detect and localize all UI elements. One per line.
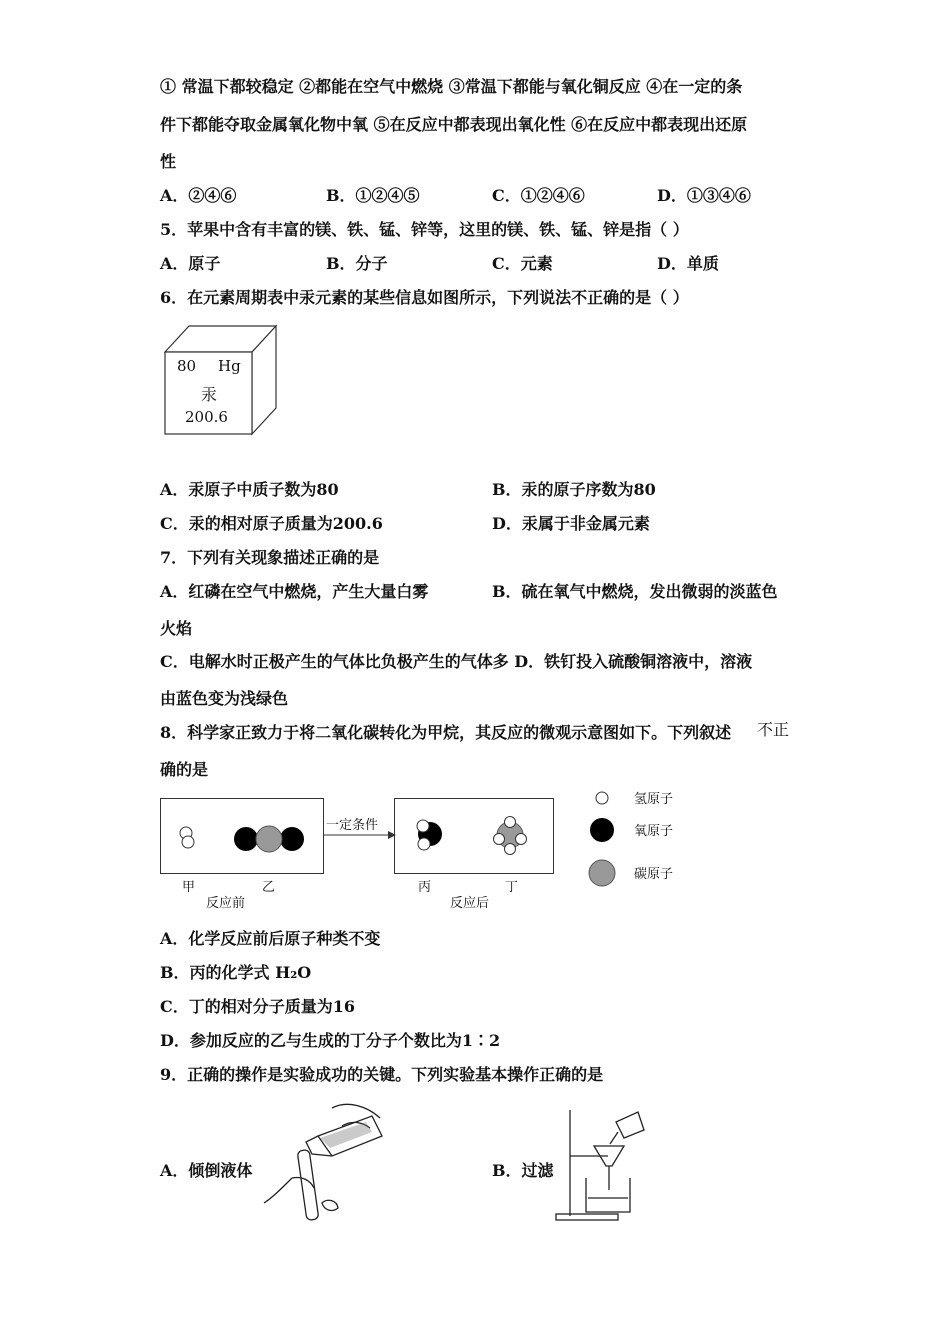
q9-option-b: B．过滤 (492, 1161, 554, 1180)
q7-option-b-cont: 火焰 (160, 619, 193, 638)
label-yi: 乙 (262, 880, 276, 895)
q7-option-d-cont: 由蓝色变为浅绿色 (160, 689, 289, 708)
carbon-atom (256, 826, 282, 852)
atomic-mass: 200.6 (185, 408, 228, 426)
q7-option-b: B．硫在氧气中燃烧，发出微弱的淡蓝色 (492, 582, 778, 601)
element-symbol: Hg (218, 357, 241, 375)
q6-option-b: B．汞的原子序数为80 (492, 480, 656, 499)
q9-option-a: A．倾倒液体 (160, 1161, 253, 1180)
label-bing: 丙 (418, 880, 432, 895)
filtration-illustration (556, 1108, 646, 1223)
q8-stem-tail: 不正 (757, 720, 790, 739)
periodic-table-cell-hg (163, 324, 281, 438)
hydrogen-atom (182, 836, 194, 848)
beaker (586, 1178, 630, 1212)
q4-statements-line2: 件下都能夺取金属氧化物中氧 ⑤在反应中都表现出氧化性 ⑥在反应中都表现出还原 (160, 115, 748, 134)
label-jia: 甲 (182, 880, 196, 895)
legend-oxygen-icon (590, 818, 614, 842)
q6-option-a: A．汞原子中质子数为80 (160, 480, 339, 499)
oxygen-atom (280, 827, 304, 851)
q5-option-b: B．分子 (326, 254, 388, 273)
q8-option-a: A．化学反应前后原子种类不变 (160, 929, 381, 948)
q4-option-d: D．①③④⑥ (657, 186, 751, 205)
q8-option-b: B．丙的化学式 H₂O (160, 963, 312, 982)
q5-option-a: A．原子 (160, 254, 221, 273)
label-before: 反应前 (206, 896, 246, 911)
q4-option-b: B．①②④⑤ (326, 186, 420, 205)
label-after: 反应后 (450, 896, 490, 911)
q8-stem: 8．科学家正致力于将二氧化碳转化为甲烷，其反应的微观示意图如下。下列叙述 (160, 723, 732, 742)
pouring-liquid-illustration (262, 1098, 392, 1223)
q4-option-a: A．②④⑥ (160, 186, 237, 205)
legend-hydrogen-icon (596, 792, 608, 804)
q9-stem: 9．正确的操作是实验成功的关键。下列实验基本操作正确的是 (160, 1065, 604, 1084)
q5-option-d: D．单质 (657, 254, 719, 273)
q6-stem: 6．在元素周期表中汞元素的某些信息如图所示，下列说法不正确的是（ ） (160, 288, 689, 307)
q7-option-cd: C．电解水时正极产生的气体比负极产生的气体多 D．铁钉投入硫酸铜溶液中，溶液 (160, 652, 753, 671)
legend-carbon-icon (589, 860, 615, 886)
element-name: 汞 (201, 385, 218, 404)
q5-option-c: C．元素 (492, 254, 553, 273)
legend-oxygen: 氧原子 (634, 824, 674, 839)
q6-option-c: C．汞的相对原子质量为200.6 (160, 514, 383, 533)
label-ding: 丁 (505, 880, 519, 895)
q8-option-c: C．丁的相对分子质量为16 (160, 997, 356, 1016)
atomic-number: 80 (177, 357, 197, 375)
oxygen-atom (234, 827, 258, 851)
test-tube (297, 1150, 319, 1221)
q5-stem: 5．苹果中含有丰富的镁、铁、锰、锌等，这里的镁、铁、锰、锌是指（ ） (160, 220, 689, 239)
q8-option-d: D．参加反应的乙与生成的丁分子个数比为1∶2 (160, 1031, 501, 1050)
q8-stem-line2: 确的是 (160, 760, 209, 779)
q4-statements-line1: ① 常温下都较稳定 ②都能在空气中燃烧 ③常温下都能与氧化铜反应 ④在一定的条 (160, 77, 743, 96)
reaction-condition: 一定条件 (326, 818, 379, 833)
legend-carbon: 碳原子 (634, 867, 674, 882)
hand-outline (264, 1178, 292, 1203)
bottle-stopper (322, 1200, 338, 1210)
q6-option-d: D．汞属于非金属元素 (492, 514, 650, 533)
reaction-diagram (160, 788, 720, 918)
q4-statements-line3: 性 (160, 152, 177, 171)
q7-stem: 7．下列有关现象描述正确的是 (160, 548, 380, 567)
after-reaction-box (394, 798, 554, 874)
q7-option-a: A．红磷在空气中燃烧，产生大量白雾 (160, 582, 429, 601)
pouring-beaker (616, 1112, 644, 1138)
legend-hydrogen: 氢原子 (634, 792, 674, 807)
q4-option-c: C．①②④⑥ (492, 186, 585, 205)
ring-stand-base (556, 1214, 618, 1220)
